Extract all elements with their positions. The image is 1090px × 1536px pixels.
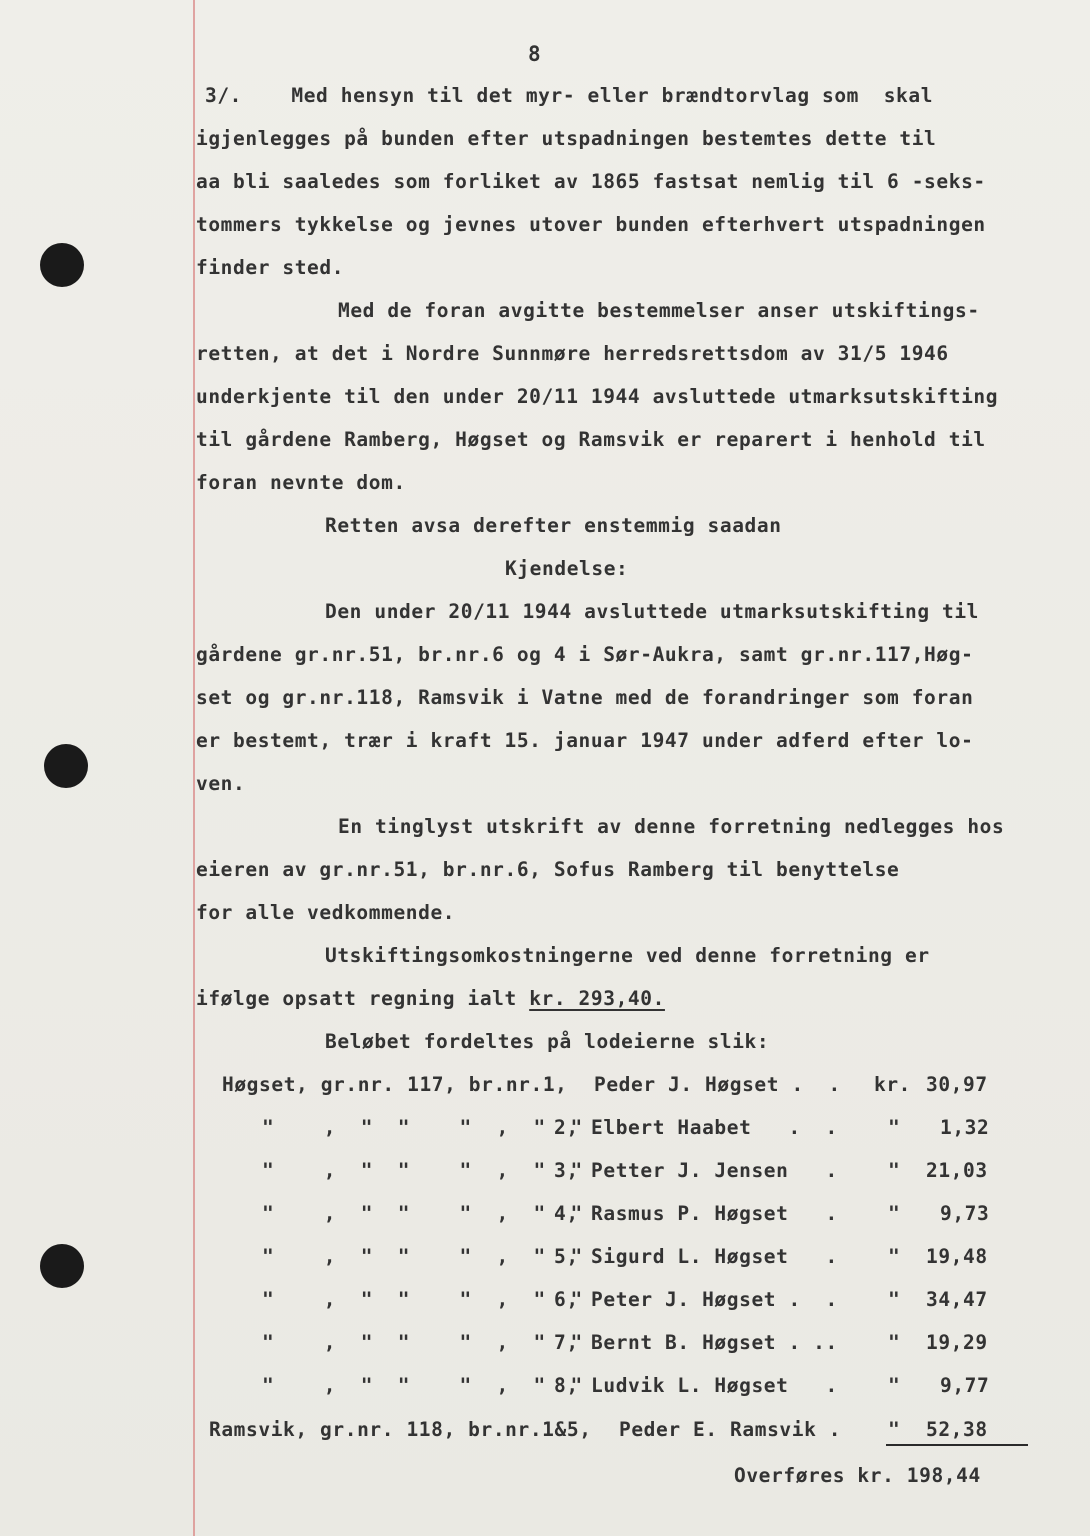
text-line: Med de foran avgitte bestemmelser anser utskiftings- xyxy=(338,299,980,322)
row-name: 7, Bernt B. Høgset . .. xyxy=(554,1331,838,1354)
text-line xyxy=(196,987,665,1010)
row-name: 8, Ludvik L. Høgset . xyxy=(554,1374,838,1397)
text-line: retten, at det i Nordre Sunnmøre herredsrettsdom av 31/5 1946 xyxy=(196,342,949,365)
carry-over-total: Overføres kr. 198,44 xyxy=(734,1464,981,1487)
row-amount: 19,29 xyxy=(926,1331,988,1354)
row-prefix: " , " " " , " " xyxy=(262,1159,583,1182)
row-prefix: " , " " " , " " xyxy=(262,1331,583,1354)
row-amount: 52,38 xyxy=(926,1418,988,1441)
text-line: er bestemt, trær i kraft 15. januar 1947 under adferd efter lo- xyxy=(196,729,974,752)
text-line: 3/. Med hensyn til det myr- eller brændtorvlag som skal xyxy=(205,84,934,107)
text-line: tommers tykkelse og jevnes utover bunden efterhvert utspadningen xyxy=(196,213,986,236)
text-line: igjenlegges på bunden efter utspadningen bestemtes dette til xyxy=(196,127,937,150)
row-prefix: " , " " " , " " xyxy=(262,1288,583,1311)
row-prefix: Ramsvik, gr.nr. 118, br.nr.1&5, xyxy=(209,1418,592,1441)
text-line: aa bli saaledes som forliket av 1865 fastsat nemlig til 6 -seks- xyxy=(196,170,986,193)
row-currency: " xyxy=(888,1374,901,1397)
text-fragment: ifølge opsatt regning ialt xyxy=(196,987,530,1010)
row-prefix: " , " " " , " " xyxy=(262,1202,583,1225)
text-line: finder sted. xyxy=(196,256,345,279)
text-line: eieren av gr.nr.51, br.nr.6, Sofus Ramberg til benyttelse xyxy=(196,858,900,881)
row-amount: 9,77 xyxy=(940,1374,990,1397)
row-currency: " xyxy=(888,1159,901,1182)
row-currency: " xyxy=(888,1202,901,1225)
row-prefix: Høgset, gr.nr. 117, br.nr.1, xyxy=(222,1073,568,1096)
row-currency: kr. xyxy=(874,1073,912,1096)
sum-underline xyxy=(886,1444,1028,1446)
punch-hole xyxy=(40,1244,84,1288)
row-name: 6, Peter J. Høgset . . xyxy=(554,1288,838,1311)
text-line: En tinglyst utskrift av denne forretning nedlegges hos xyxy=(338,815,1005,838)
row-amount: 9,73 xyxy=(940,1202,990,1225)
text-line: gårdene gr.nr.51, br.nr.6 og 4 i Sør-Aukra, samt gr.nr.117,Høg- xyxy=(196,643,974,666)
heading-kjendelse: Kjendelse: xyxy=(505,557,629,580)
punch-hole xyxy=(40,243,84,287)
page-number: 8 xyxy=(528,42,542,66)
text-line: for alle vedkommende. xyxy=(196,901,456,924)
row-currency: " xyxy=(888,1116,901,1139)
row-prefix: " , " " " , " " xyxy=(262,1374,583,1397)
text-line: Retten avsa derefter enstemmig saadan xyxy=(325,514,782,537)
row-amount: 19,48 xyxy=(926,1245,988,1268)
text-line: Utskiftingsomkostningerne ved denne forretning er xyxy=(325,944,930,967)
margin-line xyxy=(193,0,195,1536)
row-name: 2, Elbert Haabet . . xyxy=(554,1116,838,1139)
row-amount: 1,32 xyxy=(940,1116,990,1139)
text-line: ven. xyxy=(196,772,246,795)
row-currency: " xyxy=(888,1331,901,1354)
row-name: 4, Rasmus P. Høgset . xyxy=(554,1202,838,1225)
row-name: Peder E. Ramsvik . xyxy=(619,1418,842,1441)
row-prefix: " , " " " , " " xyxy=(262,1116,583,1139)
total-amount: kr. 293,40. xyxy=(529,987,665,1010)
row-amount: 21,03 xyxy=(926,1159,988,1182)
row-name: 3, Petter J. Jensen . xyxy=(554,1159,838,1182)
row-currency: " xyxy=(888,1245,901,1268)
text-line: underkjente til den under 20/11 1944 avsluttede utmarksutskifting xyxy=(196,385,999,408)
row-prefix: " , " " " , " " xyxy=(262,1245,583,1268)
row-currency: " xyxy=(888,1418,901,1441)
row-amount: 30,97 xyxy=(926,1073,988,1096)
text-line: Den under 20/11 1944 avsluttede utmarksutskifting til xyxy=(325,600,980,623)
text-line: Beløbet fordeltes på lodeierne slik: xyxy=(325,1030,770,1053)
text-line: foran nevnte dom. xyxy=(196,471,406,494)
punch-hole xyxy=(44,744,88,788)
row-name: Peder J. Høgset . . xyxy=(594,1073,841,1096)
row-amount: 34,47 xyxy=(926,1288,988,1311)
row-currency: " xyxy=(888,1288,901,1311)
text-line: set og gr.nr.118, Ramsvik i Vatne med de forandringer som foran xyxy=(196,686,974,709)
text-line: til gårdene Ramberg, Høgset og Ramsvik er reparert i henhold til xyxy=(196,428,986,451)
row-name: 5, Sigurd L. Høgset . xyxy=(554,1245,838,1268)
